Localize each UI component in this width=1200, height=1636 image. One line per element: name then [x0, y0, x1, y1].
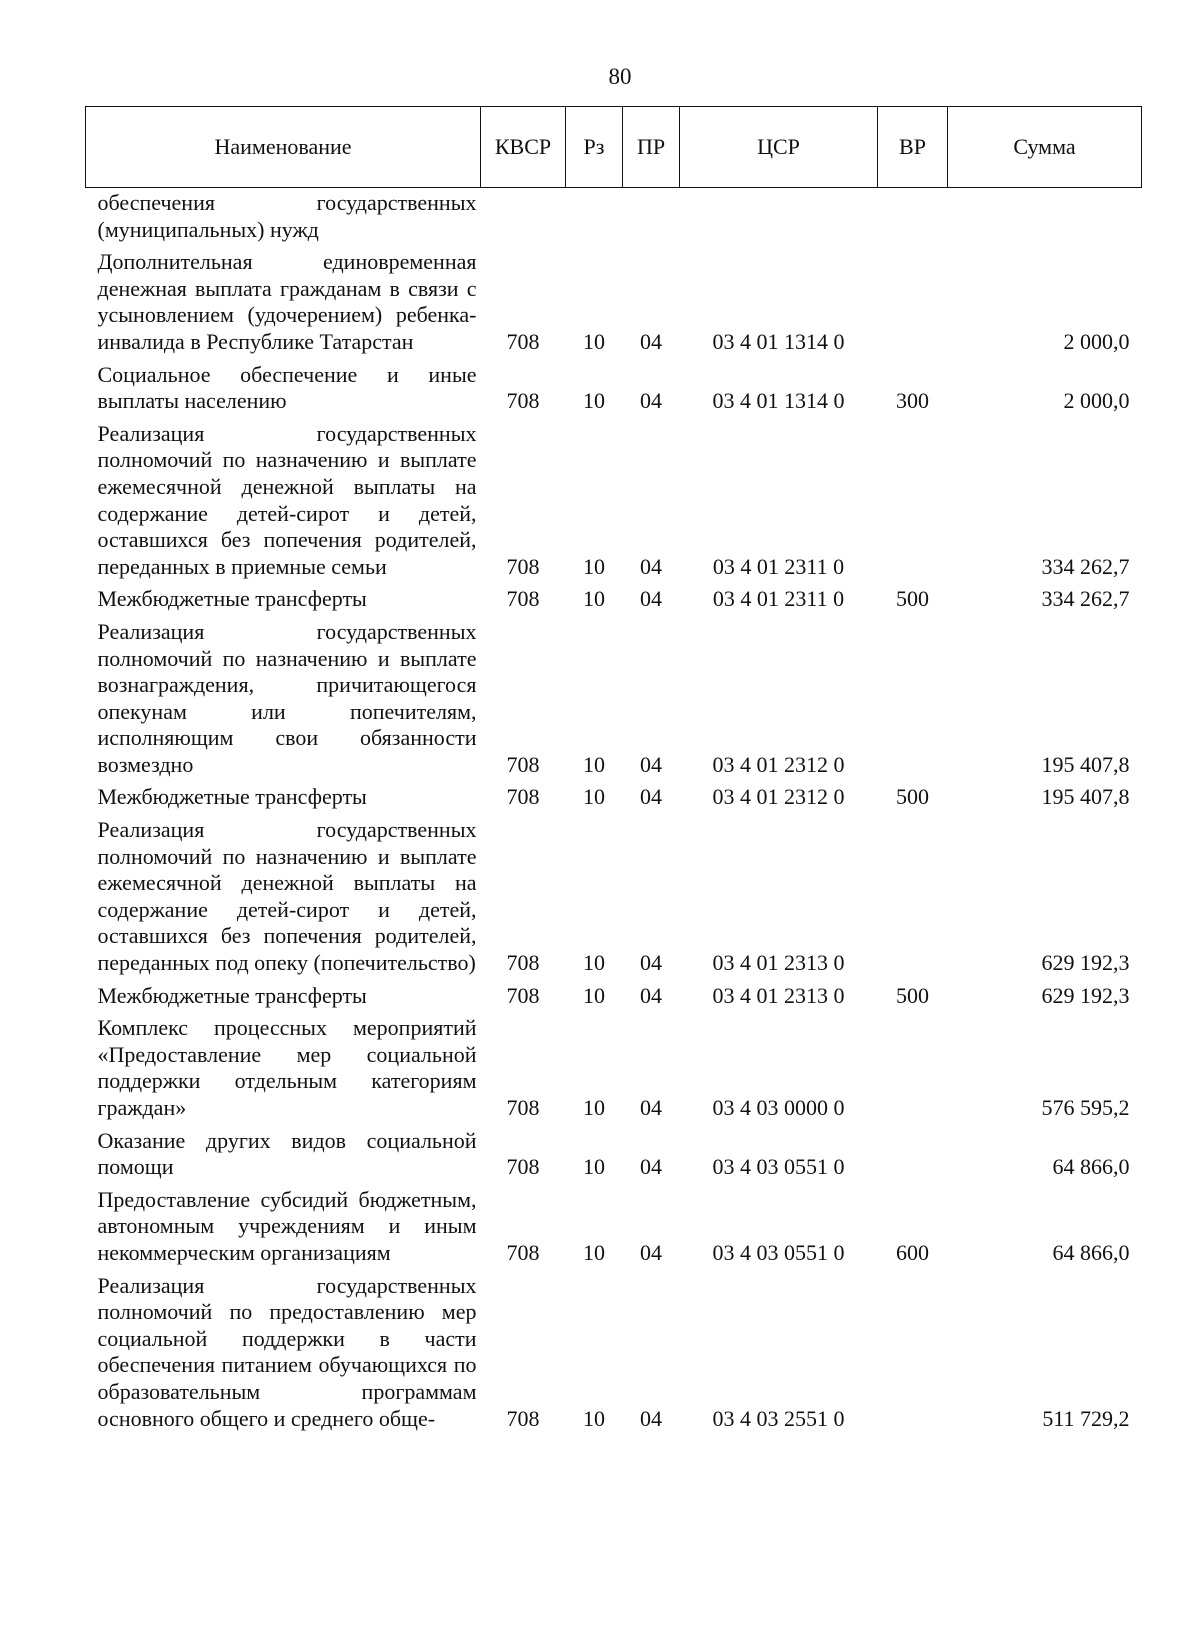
row-vr	[878, 1015, 948, 1127]
row-name: Оказание других видов социальной помощи	[97, 1127, 477, 1180]
row-kvsr: 708	[506, 982, 540, 1008]
row-kvsr: 708	[506, 1095, 540, 1120]
page-number: 80	[608, 64, 632, 89]
row-name: Межбюджетные трансферты	[97, 982, 367, 1008]
row-vr: 500	[896, 982, 929, 1008]
row-vr: 500	[896, 784, 929, 810]
row-kvsr	[481, 188, 566, 250]
row-pr	[623, 188, 680, 250]
row-vr: 500	[896, 586, 929, 612]
row-sum: 64 866,0	[1052, 1154, 1130, 1180]
header-rz: Рз	[566, 107, 623, 188]
table-row	[86, 983, 1142, 1016]
row-rz: 10	[583, 553, 605, 579]
row-csr: 03 4 01 2311 0	[712, 586, 845, 612]
table-row	[86, 1187, 1142, 1273]
row-sum: 2 000,0	[1063, 388, 1130, 414]
header-name: Наименование	[86, 107, 481, 188]
table-row	[86, 421, 1142, 587]
row-pr: 04	[640, 553, 662, 579]
row-kvsr: 708	[506, 751, 540, 777]
row-csr: 03 4 01 2311 0	[712, 553, 845, 579]
row-csr: 03 4 03 2551 0	[712, 1405, 845, 1431]
header-kvsr: КВСР	[481, 107, 566, 188]
row-kvsr: 708	[506, 553, 540, 579]
header-csr: ЦСР	[680, 107, 878, 188]
table-row	[86, 188, 1142, 250]
row-name: Реализация государственных полномочий по назначению и выплате ежемесячной денежной выплаты на содержание детей-сирот и детей, оставшихся без попечения родителей, переданных под опеку (попечительство)	[97, 817, 477, 976]
row-sum: 511 729,2	[1042, 1405, 1130, 1431]
row-rz: 10	[583, 1405, 605, 1431]
row-kvsr: 708	[506, 586, 540, 612]
table-row	[86, 362, 1142, 421]
row-sum	[948, 188, 1142, 250]
row-name: Комплекс процессных мероприятий «Предоставление мер социальной поддержки отдельным категориям граждан»	[97, 1015, 477, 1120]
row-csr: 03 4 01 2313 0	[712, 982, 845, 1008]
row-pr: 04	[640, 1405, 662, 1431]
row-sum: 64 866,0	[1052, 1239, 1130, 1265]
row-vr: 600	[896, 1239, 929, 1265]
row-sum: 195 407,8	[1041, 751, 1130, 777]
row-name: Реализация государственных полномочий по назначению и выплате ежемесячной денежной выплаты на содержание детей-сирот и детей, оставшихся без попечения родителей, переданных в приемные семьи	[97, 420, 477, 579]
table-row	[86, 784, 1142, 817]
row-pr: 04	[640, 784, 662, 810]
row-rz: 10	[583, 388, 605, 414]
header-vr: ВР	[878, 107, 948, 188]
row-vr	[878, 619, 948, 785]
row-vr	[878, 1273, 948, 1439]
row-csr: 03 4 01 2312 0	[712, 751, 845, 777]
table-row	[86, 1015, 1142, 1127]
budget-table	[85, 106, 1142, 1438]
row-name: Предоставление субсидий бюджетным, автономным учреждениям и иным некоммерческим организациям	[97, 1186, 477, 1265]
row-rz: 10	[583, 1154, 605, 1180]
row-pr: 04	[640, 586, 662, 612]
row-sum: 629 192,3	[1041, 950, 1130, 976]
table-row	[86, 619, 1142, 785]
table-row	[86, 817, 1142, 983]
row-pr: 04	[640, 388, 662, 414]
row-pr: 04	[640, 1239, 662, 1265]
row-sum: 334 262,7	[1041, 553, 1130, 579]
table-row	[86, 1273, 1142, 1439]
row-name: Межбюджетные трансферты	[97, 586, 367, 612]
row-rz: 10	[583, 586, 605, 612]
row-sum: 195 407,8	[1041, 784, 1130, 810]
row-sum: 2 000,0	[1063, 328, 1130, 354]
row-csr: 03 4 01 2313 0	[712, 950, 845, 976]
row-vr	[878, 421, 948, 587]
row-csr	[680, 188, 878, 250]
row-csr: 03 4 01 1314 0	[712, 388, 845, 414]
row-csr: 03 4 03 0000 0	[712, 1095, 845, 1120]
row-csr: 03 4 03 0551 0	[712, 1154, 845, 1180]
row-pr: 04	[640, 328, 662, 354]
row-rz	[566, 188, 623, 250]
row-kvsr: 708	[506, 388, 540, 414]
row-vr	[878, 249, 948, 361]
row-rz: 10	[583, 784, 605, 810]
row-sum: 629 192,3	[1041, 982, 1130, 1008]
row-kvsr: 708	[506, 1154, 540, 1180]
row-pr: 04	[640, 982, 662, 1008]
table-header-row	[86, 107, 1142, 188]
row-kvsr: 708	[506, 950, 540, 976]
row-name: Реализация государственных полномочий по назначению и выплате вознаграждения, причитающегося опекунам или попечителям, исполняющим свои обязанности возмездно	[97, 618, 477, 777]
row-csr: 03 4 03 0551 0	[712, 1239, 845, 1265]
row-rz: 10	[583, 950, 605, 976]
row-vr	[878, 817, 948, 983]
table-row	[86, 249, 1142, 361]
row-pr: 04	[640, 1095, 662, 1120]
row-name: Межбюджетные трансферты	[97, 784, 367, 810]
row-vr	[878, 1128, 948, 1187]
row-rz: 10	[583, 328, 605, 354]
table-row	[86, 1128, 1142, 1187]
table-row	[86, 586, 1142, 619]
row-name: Дополнительная единовременная денежная выплата гражданам в связи с усыновлением (удочерением) ребенка-инвалида в Республике Татарстан	[97, 249, 477, 354]
row-kvsr: 708	[506, 328, 540, 354]
row-sum: 576 595,2	[1041, 1095, 1130, 1120]
row-rz: 10	[583, 1095, 605, 1120]
row-name: обеспечения государственных (муниципальных) нужд	[97, 190, 477, 242]
row-name: Реализация государственных полномочий по предоставлению мер социальной поддержки в части обеспечения питанием обучающихся по образовательным программам основного общего и среднего обще-	[97, 1272, 477, 1431]
row-rz: 10	[583, 751, 605, 777]
row-vr	[878, 188, 948, 250]
row-name: Социальное обеспечение и иные выплаты населению	[97, 361, 477, 414]
header-sum: Сумма	[948, 107, 1142, 188]
row-rz: 10	[583, 1239, 605, 1265]
row-pr: 04	[640, 1154, 662, 1180]
header-pr: ПР	[623, 107, 680, 188]
row-csr: 03 4 01 1314 0	[712, 328, 845, 354]
row-pr: 04	[640, 950, 662, 976]
row-pr: 04	[640, 751, 662, 777]
row-rz: 10	[583, 982, 605, 1008]
row-kvsr: 708	[506, 1239, 540, 1265]
row-csr: 03 4 01 2312 0	[712, 784, 845, 810]
row-sum: 334 262,7	[1041, 586, 1130, 612]
row-kvsr: 708	[506, 784, 540, 810]
row-kvsr: 708	[506, 1405, 540, 1431]
row-vr: 300	[896, 388, 929, 414]
